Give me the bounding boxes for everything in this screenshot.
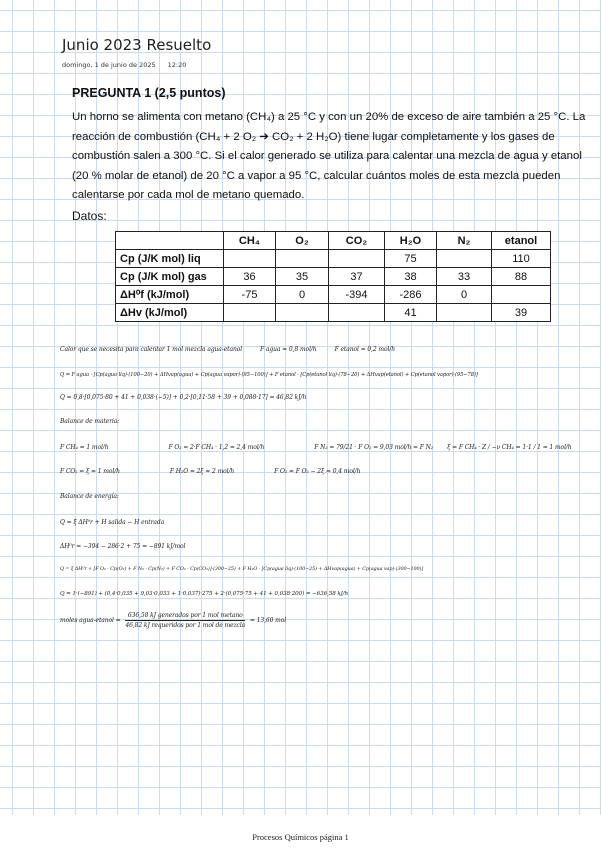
page-date (62, 61, 186, 69)
hw-line: Q = 1·(−891) + (0,4·0,035 + 9,03·0,033 + 1·0,037)·275 + 2·(0,075·75 + 41 + 0,038·200) = −636,58 kJ/h (60, 591, 349, 597)
table-cell: -394 (329, 286, 385, 304)
table-cell (437, 250, 492, 268)
properties-table (115, 231, 551, 322)
table-cell (492, 286, 551, 304)
table-cell: 110 (492, 250, 551, 268)
date-text: domingo, 1 de junio de 2025 (62, 61, 156, 69)
table-cell: 36 (224, 268, 276, 286)
hw-line: Q = F agua · [Cp(agua liq)·(100−20) + ΔHvap(agua) + Cp(agua vapor)·(95−100)] + F etanol · [Cp(etanol liq)·(78−20) + ΔHvap(etanol) + Cp(etanol vapor)·(95−78)] (60, 372, 478, 378)
header-cell: O₂ (276, 232, 329, 250)
table-row (116, 304, 551, 322)
table-cell: -75 (224, 286, 276, 304)
hw-line (60, 468, 360, 475)
hw-text: F CH₄ = 1 mol/h (60, 444, 109, 451)
hw-text: F N₂ = 79/21 · F O₂ = 9,03 mol/h = F N₂ (314, 444, 434, 451)
hw-text: F CO₂ = ξ = 1 mol/h (60, 468, 120, 475)
row-label: ΔHv (kJ/mol) (116, 304, 224, 322)
table-cell (437, 304, 492, 322)
table-cell: 39 (492, 304, 551, 322)
row-label: Cp (J/K mol) gas (116, 268, 224, 286)
table-cell (224, 304, 276, 322)
hw-text: F agua = 0,8 mol/h (260, 346, 317, 353)
hw-text: F O₂ = 2·F CH₄ · 1,2 = 2,4 mol/h (168, 444, 265, 451)
table-cell (329, 304, 385, 322)
table-cell: 75 (385, 250, 437, 268)
table-cell: 0 (437, 286, 492, 304)
time-text: 12:20 (167, 61, 187, 69)
hw-line: Q = 0,8·[0,075·80 + 41 + 0,038·(−5)] + 0,2·[0,11·58 + 39 + 0,088·17] = 46,82 kJ/h (60, 394, 307, 401)
header-cell: N₂ (437, 232, 492, 250)
hw-text: F H₂O = 2ξ = 2 mol/h (169, 468, 235, 475)
hw-text: moles agua-etanol = (60, 617, 121, 624)
table-row (116, 268, 551, 286)
header-cell (116, 232, 224, 250)
hw-denominator: 46,82 kJ requeridos por 1 mol de mezcla (125, 622, 246, 629)
table-row (116, 286, 551, 304)
table-cell: 41 (385, 304, 437, 322)
header-cell: H₂O (385, 232, 437, 250)
hw-line: Balance de energía: (60, 493, 119, 500)
question-text: Un horno se alimenta con metano (CH₄) a 25 °C y con un 20% de exceso de aire también a 25 °C. La reacción de combustión (CH₄ + 2 O₂ ➔ CO₂ + 2 H₂O) tiene lugar completamente y los gases de combustión salen a 300 °C. Si el calor generado se utiliza para calentar una mezcla de agua y etanol (20 % molar de etanol) de 20 °C a vapor a 95 °C, calcular cuántos moles de esta mezcla pueden calentarse por cada mol de metano quemado. (72, 111, 586, 201)
table-cell: 37 (329, 268, 385, 286)
hw-text: F etanol = 0,2 mol/h (334, 346, 395, 353)
table-cell: 38 (385, 268, 437, 286)
hw-line (60, 346, 395, 353)
hw-line: Q = ξ ΔH⁰r + [F O₂ · Cp(O₂) + F N₂ · Cp(N₂) + F CO₂ · Cp(CO₂)]·(300−25) + F H₂O · [Cp(agua liq)·(100−25) + ΔHvap(agua) + Cp(agua vap)·(300−100)] (60, 566, 424, 572)
header-cell: etanol (492, 232, 551, 250)
hw-text: = 13,60 mol (249, 617, 287, 624)
table-cell: 88 (492, 268, 551, 286)
hw-line (60, 444, 572, 451)
header-cell: CH₄ (224, 232, 276, 250)
hw-line: Q = ξ ΔH⁰r + H salida − H entrada (60, 519, 165, 526)
page-title: Junio 2023 Resuelto (62, 36, 212, 54)
table-cell: 35 (276, 268, 329, 286)
table-cell: -286 (385, 286, 437, 304)
hw-text: ξ = F CH₄ · Z / −ν CH₄ = 1·1 / 1 = 1 mol/h (447, 444, 572, 451)
row-label: Cp (J/K mol) liq (116, 250, 224, 268)
page-footer: Procesos Químicos página 1 (252, 832, 349, 842)
hw-fraction (125, 612, 245, 629)
hw-line (60, 612, 286, 629)
table-cell: 33 (437, 268, 492, 286)
table-cell (224, 250, 276, 268)
row-label: ΔH⁰f (kJ/mol) (116, 286, 224, 304)
table-cell (276, 304, 329, 322)
hw-text: F O₂ = F O₂ − 2ξ = 0,4 mol/h (274, 468, 361, 475)
header-cell: CO₂ (329, 232, 385, 250)
datos-label: Datos: (72, 209, 107, 223)
hw-line: ΔH⁰r = −394 − 286·2 + 75 = −891 kJ/mol (60, 543, 186, 550)
table-cell: 0 (276, 286, 329, 304)
question-title: PREGUNTA 1 (2,5 puntos) (72, 86, 226, 100)
hw-numerator: 636,58 kJ generados por 1 mol metano (125, 612, 245, 621)
table-header-row (116, 232, 551, 250)
table-cell (276, 250, 329, 268)
table-cell (329, 250, 385, 268)
table-row (116, 250, 551, 268)
hw-text: Calor que se necesita para calentar 1 mol mezcla agua-etanol (60, 346, 243, 353)
hw-line: Balance de materia: (60, 418, 120, 425)
